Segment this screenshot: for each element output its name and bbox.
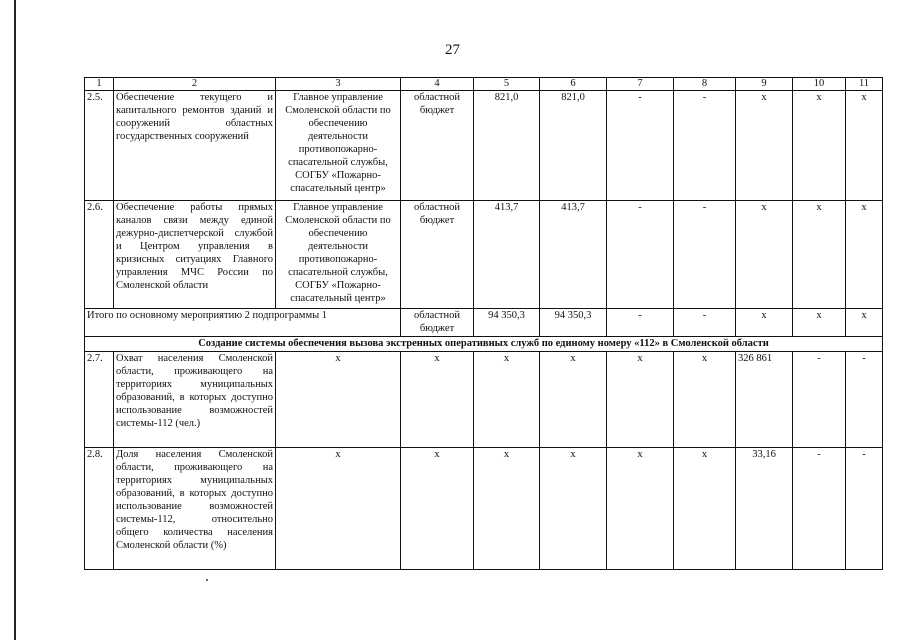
table-row <box>85 91 883 201</box>
row-value-10: х <box>793 201 846 309</box>
row-value-5: х <box>474 448 540 570</box>
header-cell: 5 <box>474 78 540 91</box>
header-cell: 6 <box>540 78 607 91</box>
total-value-11: х <box>846 309 883 337</box>
row-source: областной бюджет <box>401 201 474 309</box>
row-value-11: х <box>846 201 883 309</box>
row-value-6: 821,0 <box>540 91 607 201</box>
total-value-7: - <box>607 309 674 337</box>
row-value-6: 413,7 <box>540 201 607 309</box>
table-row <box>85 201 883 309</box>
row-number: 2.5. <box>85 91 114 201</box>
table-row <box>85 352 883 448</box>
row-value-8: - <box>674 91 736 201</box>
total-label: Итого по основному мероприятию 2 подпрограммы 1 <box>85 309 401 337</box>
binding-margin-line <box>14 0 16 640</box>
row-source: областной бюджет <box>401 91 474 201</box>
row-value-3: х <box>276 352 401 448</box>
total-value-6: 94 350,3 <box>540 309 607 337</box>
header-cell: 1 <box>85 78 114 91</box>
table-row <box>85 448 883 570</box>
row-value-4: х <box>401 352 474 448</box>
row-value-7: х <box>607 352 674 448</box>
row-value-5: 821,0 <box>474 91 540 201</box>
row-value-9: 33,16 <box>736 448 793 570</box>
total-value-10: х <box>793 309 846 337</box>
row-number: 2.7. <box>85 352 114 448</box>
row-value-5: х <box>474 352 540 448</box>
row-value-10: - <box>793 352 846 448</box>
row-description: Обеспечение работы прямых каналов связи между единой дежурно-диспетчерской службой и Центром управления в кризисных ситуациях Главного управления МЧС России по Смоленской области <box>114 201 276 309</box>
row-description: Охват населения Смоленской области, проживающего на территориях муниципальных образований, в которых доступно использование возможностей системы-112 (чел.) <box>114 352 276 448</box>
total-source: областной бюджет <box>401 309 474 337</box>
total-value-5: 94 350,3 <box>474 309 540 337</box>
header-cell: 3 <box>276 78 401 91</box>
header-cell: 8 <box>674 78 736 91</box>
header-cell: 7 <box>607 78 674 91</box>
scan-speck <box>206 579 208 581</box>
total-value-8: - <box>674 309 736 337</box>
row-value-5: 413,7 <box>474 201 540 309</box>
page-number: 27 <box>445 42 460 58</box>
row-value-11: х <box>846 91 883 201</box>
header-cell: 4 <box>401 78 474 91</box>
row-value-9: 326 861 <box>736 352 793 448</box>
row-value-9: х <box>736 201 793 309</box>
row-value-11: - <box>846 352 883 448</box>
row-value-10: х <box>793 91 846 201</box>
row-value-3: х <box>276 448 401 570</box>
row-value-7: - <box>607 91 674 201</box>
program-table <box>84 77 883 570</box>
row-value-10: - <box>793 448 846 570</box>
section-title: Создание системы обеспечения вызова экстренных оперативных служб по единому номеру «112» в Смоленской области <box>85 337 883 352</box>
row-number: 2.8. <box>85 448 114 570</box>
header-cell: 10 <box>793 78 846 91</box>
section-row <box>85 337 883 352</box>
row-description: Обеспечение текущего и капитального ремонтов зданий и сооружений областных государственных сооружений <box>114 91 276 201</box>
row-value-11: - <box>846 448 883 570</box>
total-value-9: х <box>736 309 793 337</box>
row-number: 2.6. <box>85 201 114 309</box>
row-executor: Главное управление Смоленской области по обеспечению деятельности противопожарно-спасательной службы, СОГБУ «Пожарно-спасательный центр» <box>276 91 401 201</box>
row-value-6: х <box>540 352 607 448</box>
header-cell: 11 <box>846 78 883 91</box>
row-value-8: х <box>674 352 736 448</box>
row-value-4: х <box>401 448 474 570</box>
total-row <box>85 309 883 337</box>
header-cell: 2 <box>114 78 276 91</box>
header-row <box>85 78 883 91</box>
row-executor: Главное управление Смоленской области по обеспечению деятельности противопожарно-спасательной службы, СОГБУ «Пожарно-спасательный центр» <box>276 201 401 309</box>
row-value-8: - <box>674 201 736 309</box>
row-description: Доля населения Смоленской области, проживающего на территориях муниципальных образований, в которых доступно использование возможностей системы-112, относительно общего количества населения Смоленской области (%) <box>114 448 276 570</box>
row-value-6: х <box>540 448 607 570</box>
row-value-9: х <box>736 91 793 201</box>
row-value-7: х <box>607 448 674 570</box>
row-value-7: - <box>607 201 674 309</box>
row-value-8: х <box>674 448 736 570</box>
header-cell: 9 <box>736 78 793 91</box>
